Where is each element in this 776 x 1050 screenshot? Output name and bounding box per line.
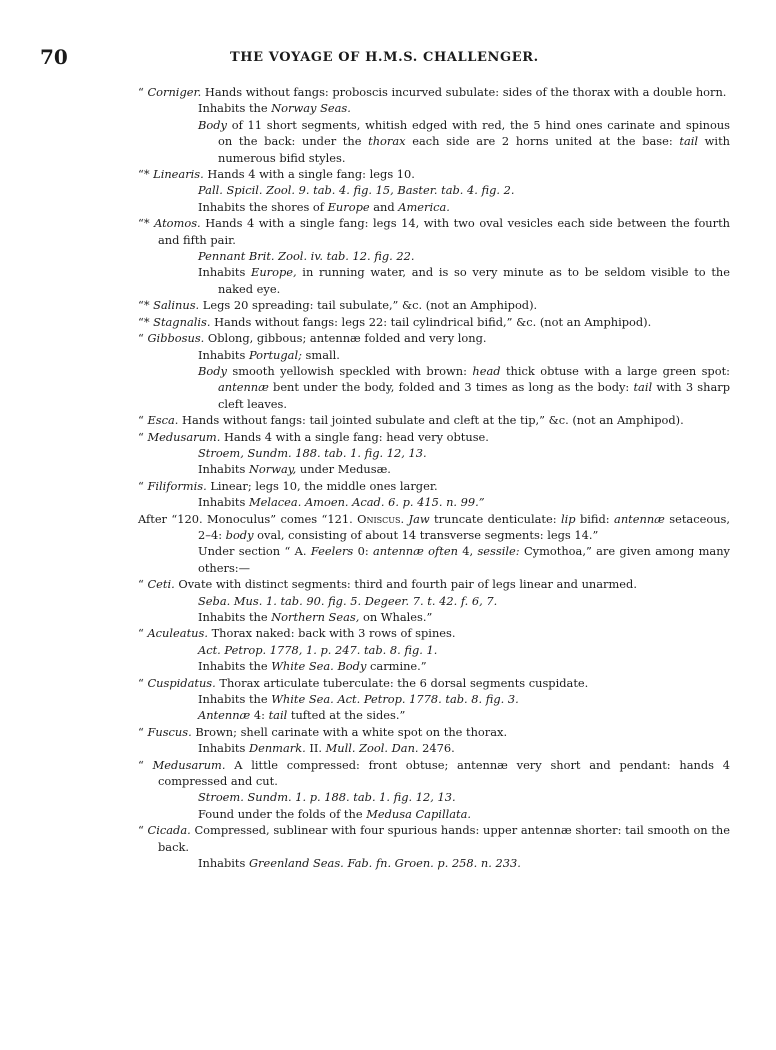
- reference-line: Pennant Brit. Zool. iv. tab. 12. fig. 22.: [198, 249, 415, 264]
- entry-linearis: “* Linearis. Hands 4 with a single fang: legs 10.: [138, 167, 415, 182]
- body-text: [138, 84, 730, 872]
- description-line: Body smooth yellowish speckled with brown: head thick obtuse with a large green spot: antennæ bent under the body, folded and 3 times as long as the body: tail with 3 sharp cleft leaves.: [198, 363, 730, 411]
- reference-line: Pall. Spicil. Zool. 9. tab. 4. fig. 15, Baster. tab. 4. fig. 2.: [198, 183, 515, 198]
- entry-corniger: “ Corniger. Hands without fangs: proboscis incurved subulate: sides of the thorax with a double horn.: [138, 85, 727, 99]
- entry-fuscus: “ Fuscus. Brown; shell carinate with a white spot on the thorax.: [138, 724, 508, 739]
- habitat-line: Inhabits Greenland Seas. Fab. fn. Groen. p. 258. n. 233.: [198, 856, 521, 871]
- habitat-line: Inhabits Europe, in running water, and is so very minute as to be seldom visible to the naked eye.: [198, 265, 730, 296]
- oniscus-paragraph: After “120. Monoculus” comes “121. Oniscus. Jaw truncate denticulate: lip bifid: antennæ setaceous, 2–4: body oval, consisting of about 14 transverse segments: legs 14.”: [138, 511, 731, 542]
- habitat-line: Inhabits Norway, under Medusæ.: [198, 462, 391, 477]
- entry-gibbosus: “ Gibbosus. Oblong, gibbous; antennæ folded and very long.: [138, 331, 487, 346]
- entry-filiformis: “ Filiformis. Linear; legs 10, the middle ones larger.: [138, 478, 438, 493]
- entry-atomos: “* Atomos. Hands 4 with a single fang: legs 14, with two oval vesicles each side between the fourth and fifth pair.: [138, 216, 730, 247]
- habitat-line: Inhabits Portugal; small.: [198, 347, 340, 362]
- entry-salinus: “* Salinus. Legs 20 spreading: tail subulate,” &c. (not an Amphipod).: [138, 298, 538, 313]
- reference-line: Stroem. Sundm. 1. p. 188. tab. 1. fig. 12, 13.: [198, 790, 456, 805]
- habitat-line: Inhabits Denmark. II. Mull. Zool. Dan. 2476.: [198, 741, 455, 756]
- page-number: 70: [40, 45, 68, 69]
- habitat-line: Found under the folds of the Medusa Capillata.: [198, 806, 472, 821]
- entry-cicada: “ Cicada. Compressed, sublinear with four spurious hands: upper antennæ shorter: tail smooth on the back.: [138, 823, 730, 854]
- reference-line: Act. Petrop. 1778, 1. p. 247. tab. 8. fig. 1.: [198, 642, 438, 657]
- habitat-line: Inhabits the shores of Europe and America.: [198, 199, 450, 214]
- habitat-line: Inhabits Melacea. Amoen. Acad. 6. p. 415. n. 99.”: [198, 495, 485, 510]
- section-note: Under section “ A. Feelers 0: antennæ often 4, sessile: Cymothoa,” are given among many others:—: [198, 544, 730, 575]
- running-head: THE VOYAGE OF H.M.S. CHALLENGER.: [230, 50, 539, 65]
- entry-aculeatus: “ Aculeatus. Thorax naked: back with 3 rows of spines.: [138, 626, 456, 641]
- entry-esca: “ Esca. Hands without fangs: tail jointed subulate and cleft at the tip,” &c. (not an Amphipod).: [138, 413, 684, 428]
- habitat-line: Inhabits the White Sea. Act. Petrop. 1778. tab. 8. fig. 3.: [198, 692, 519, 707]
- entry-ceti: “ Ceti. Ovate with distinct segments: third and fourth pair of legs linear and unarmed.: [138, 577, 637, 592]
- entry-medusarum-2: “ Medusarum. A little compressed: front obtuse; antennæ very short and pendant: hands 4 compressed and cut.: [138, 757, 731, 789]
- habitat-line: Inhabits the White Sea. Body carmine.”: [198, 659, 427, 674]
- reference-line: Seba. Mus. 1. tab. 90. fig. 5. Degeer. 7. t. 42. f. 6, 7.: [198, 593, 498, 608]
- description-line: Body of 11 short segments, whitish edged with red, the 5 hind ones carinate and spinous on the back: under the thorax each side are 2 horns united at the base: tail with numerous bifid styles.: [198, 117, 730, 165]
- reference-line: Stroem, Sundm. 188. tab. 1. fig. 12, 13.: [198, 445, 427, 460]
- habitat-line: Inhabits the Norway Seas.: [198, 101, 351, 116]
- entry-cuspidatus: “ Cuspidatus. Thorax articulate tuberculate: the 6 dorsal segments cuspidate.: [138, 675, 589, 690]
- description-line: Antennæ 4: tail tufted at the sides.”: [198, 708, 406, 723]
- entry-stagnalis: “* Stagnalis. Hands without fangs: legs 22: tail cylindrical bifid,” &c. (not an Amphipod).: [138, 314, 652, 329]
- habitat-line: Inhabits the Northern Seas, on Whales.”: [198, 610, 433, 624]
- entry-medusarum: “ Medusarum. Hands 4 with a single fang: head very obtuse.: [138, 429, 489, 444]
